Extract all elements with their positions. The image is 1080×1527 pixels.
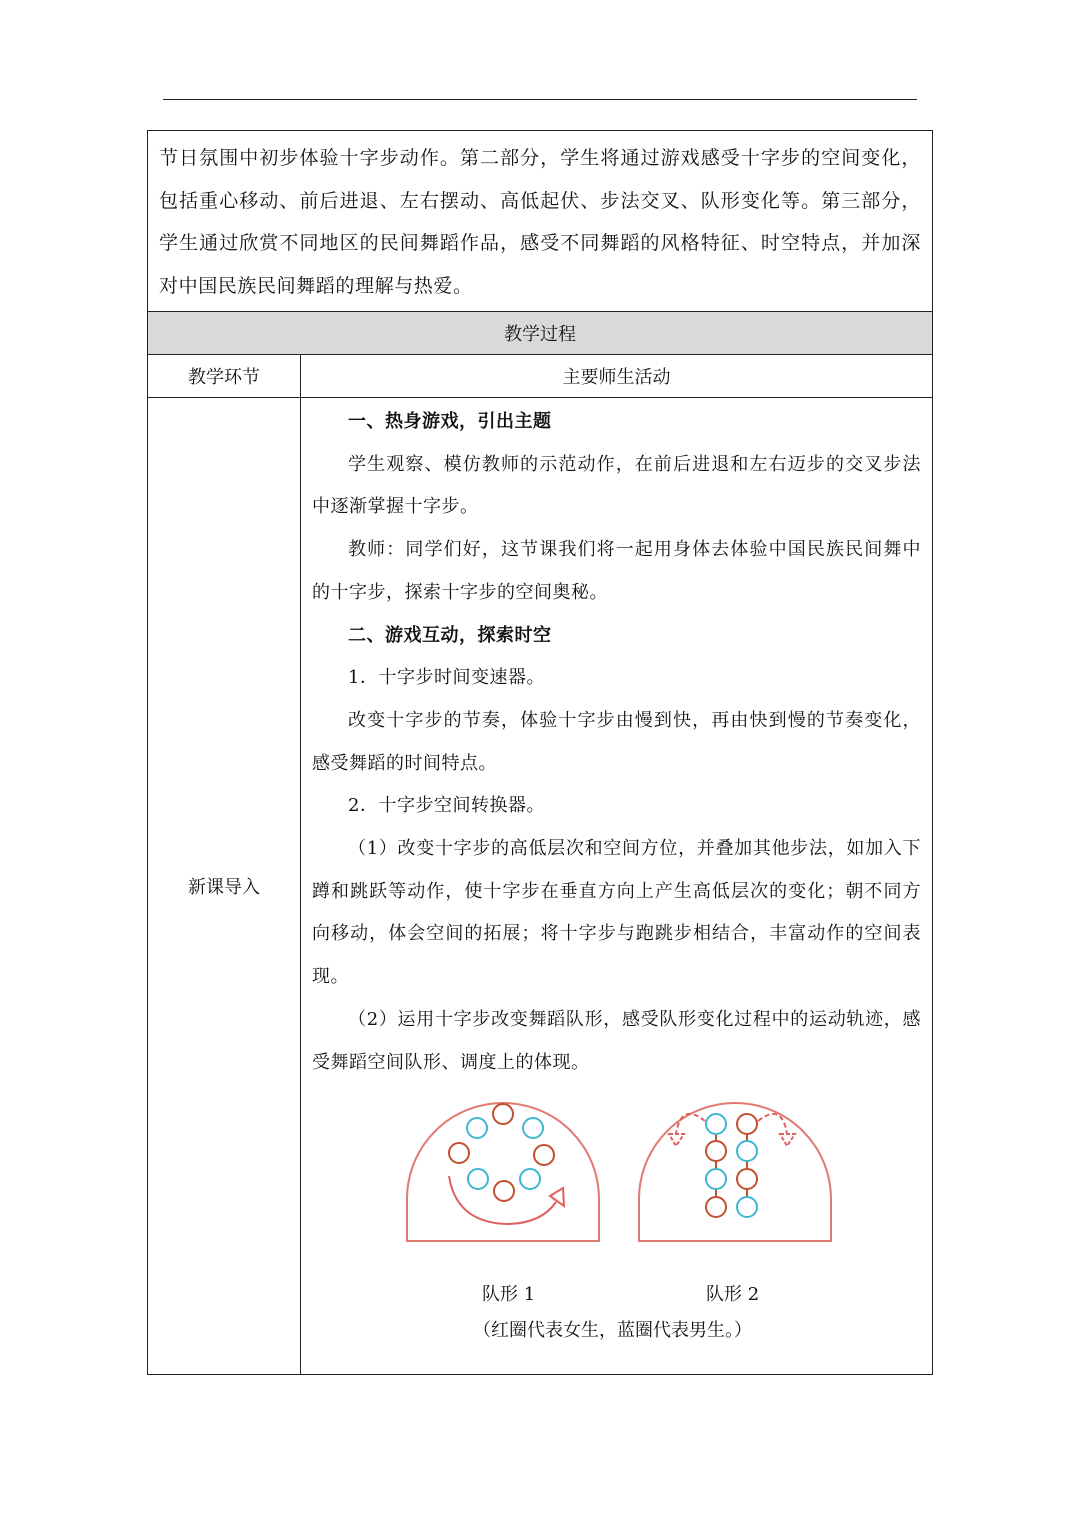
paragraph: （1）改变十字步的高低层次和空间方位，并叠加其他步法，如加入下蹲和跳跃等动作，使十字步在垂直方向上产生高低层次的变化；朝不同方向移动，体会空间的拓展；将十字步与跑跳步相结合，丰富动作的空间表现。 — [312, 838, 921, 988]
header-stage: 教学环节 — [148, 355, 301, 397]
girl-circle — [534, 1145, 554, 1165]
boy-circle — [523, 1118, 543, 1138]
paragraph: 教师：同学们好，这节课我们将一起用身体去体验中国民族民间舞中的十字步，探索十字步的空间奥秘。 — [312, 539, 921, 603]
figure-legend: （红圈代表女生，蓝圈代表男生。） — [473, 1320, 752, 1342]
heading-game: 二、游戏互动，探索时空 — [348, 624, 552, 646]
table-header-row — [148, 355, 932, 398]
activities-cell — [301, 398, 932, 1374]
paragraph: 2．十字步空间转换器。 — [348, 795, 545, 817]
boy-circle — [737, 1197, 757, 1217]
dashed-arrowhead-left — [669, 1134, 684, 1146]
paragraph: 1．十字步时间变速器。 — [348, 667, 545, 689]
boy-circle — [737, 1141, 757, 1161]
caption-formation-1: 队形 1 — [482, 1284, 536, 1306]
stage-outline-2 — [639, 1103, 831, 1241]
paragraph: （2）运用十字步改变舞蹈队形，感受队形变化过程中的运动轨迹，感受舞蹈空间队形、调度上的体现。 — [312, 1008, 921, 1073]
paragraph: 学生观察、模仿教师的示范动作，在前后进退和左右迈步的交叉步法中逐渐掌握十字步。 — [312, 453, 921, 518]
girl-circle — [494, 1181, 514, 1201]
paragraph: 改变十字步的节奏，体验十字步由慢到快，再由快到慢的节奏变化，感受舞蹈的时间特点。 — [312, 709, 921, 774]
lesson-table — [147, 130, 933, 1375]
girl-circle — [449, 1143, 469, 1163]
header-rule — [163, 99, 917, 100]
activities-content — [301, 398, 932, 1084]
stage-label: 新课导入 — [148, 398, 301, 1374]
dashed-arrow-right — [758, 1114, 787, 1134]
girl-circle — [706, 1197, 726, 1217]
boy-circle — [467, 1118, 487, 1138]
girl-circle — [706, 1141, 726, 1161]
girl-circle — [737, 1114, 757, 1134]
boy-circle — [468, 1169, 488, 1189]
boy-circle — [520, 1169, 540, 1189]
table-body-row — [148, 398, 932, 1374]
boy-circle — [706, 1114, 726, 1134]
dashed-arrow-left — [676, 1114, 705, 1134]
girl-circle — [493, 1104, 513, 1124]
formation-figure — [301, 1084, 932, 1384]
rotation-arrowhead — [550, 1188, 564, 1206]
header-activities: 主要师生活动 — [562, 367, 671, 388]
formation-1-circles — [449, 1104, 554, 1201]
boy-circle — [706, 1169, 726, 1189]
heading-warmup: 一、热身游戏，引出主题 — [348, 411, 552, 432]
section-band: 教学过程 — [148, 312, 932, 355]
intro-paragraph: 节日氛围中初步体验十字步动作。第二部分，学生将通过游戏感受十字步的空间变化，包括重心移动、前后进退、左右摆动、高低起伏、步法交叉、队形变化等。第三部分，学生通过欣赏不同地区的民间舞蹈作品，感受不同舞蹈的风格特征、时空特点，并加深对中国民族民间舞蹈的理解与热爱。 — [148, 131, 932, 312]
formation-2-columns — [706, 1114, 757, 1217]
girl-circle — [737, 1169, 757, 1189]
dashed-arrowhead-right — [780, 1134, 795, 1146]
caption-formation-2: 队形 2 — [706, 1284, 760, 1306]
